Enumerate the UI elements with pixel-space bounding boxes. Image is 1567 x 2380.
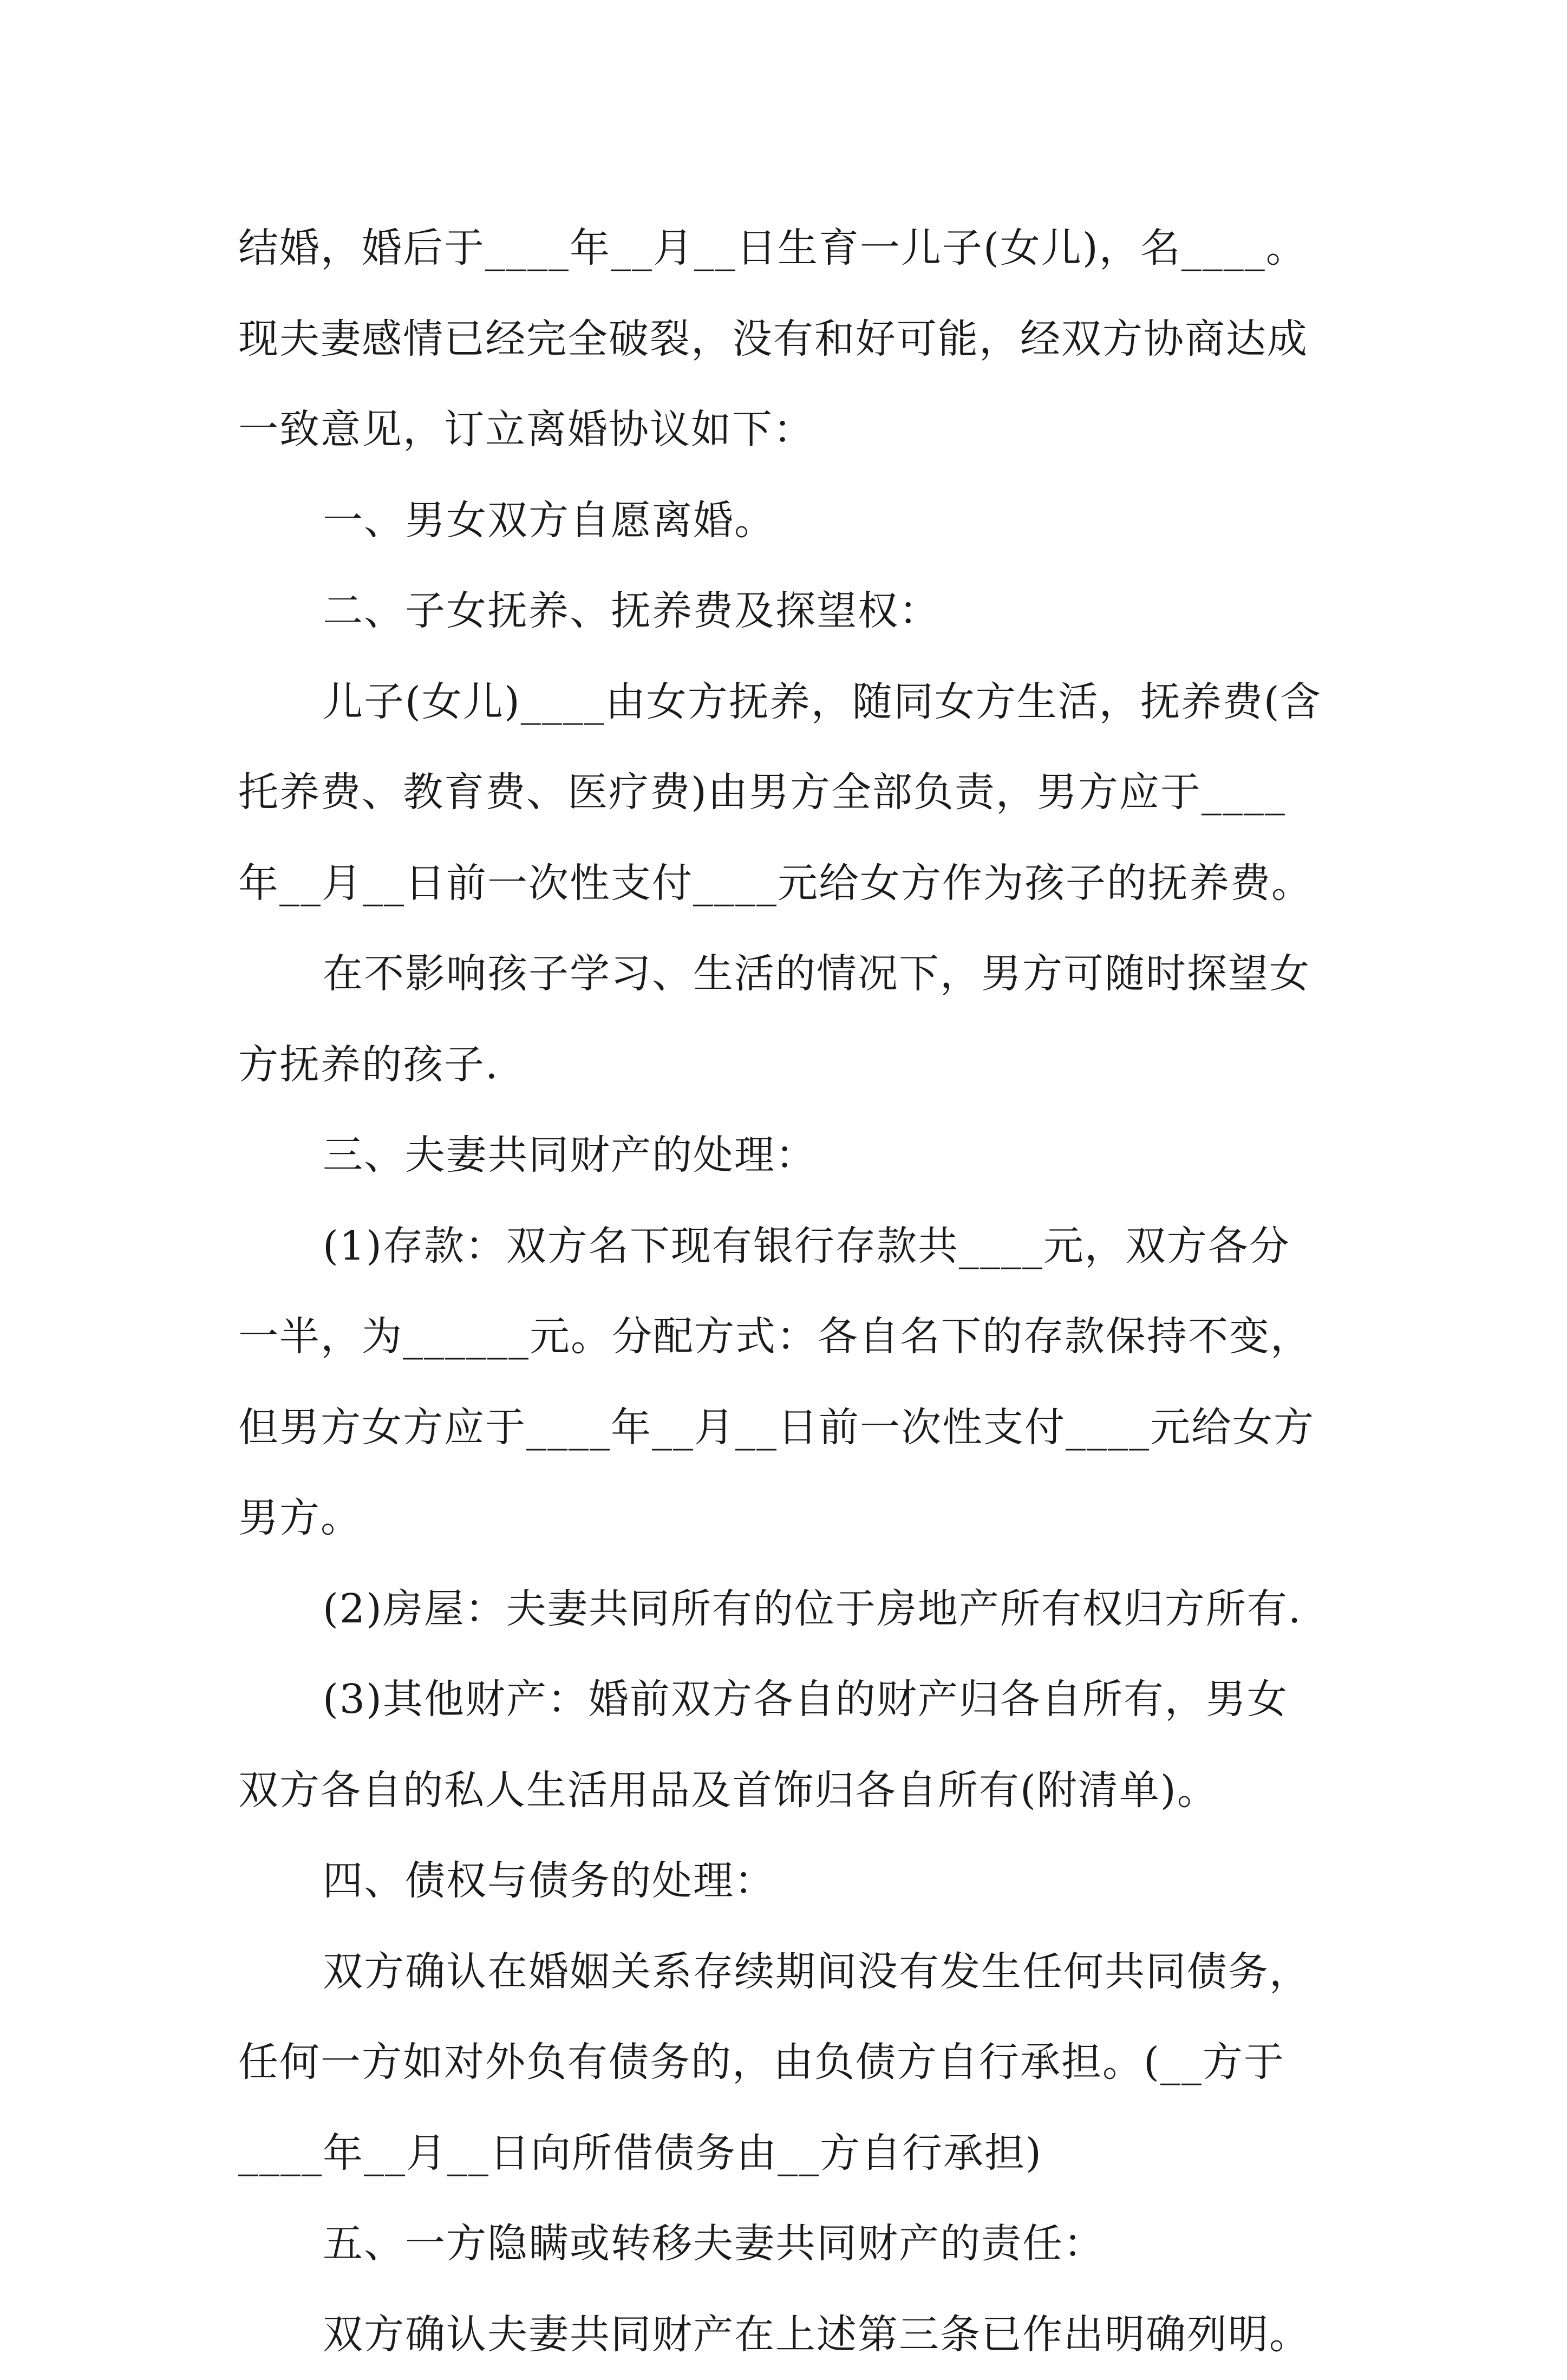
text-line: 双方确认在婚姻关系存续期间没有发生任何共同债务， [238, 1927, 1343, 2018]
text-line: 托养费、教育费、医疗费)由男方全部负责，男方应于____ [238, 747, 1343, 838]
section-heading: 一、男女双方自愿离婚。 [238, 475, 1343, 566]
text-line: 现夫妻感情已经完全破裂，没有和好可能，经双方协商达成 [238, 294, 1343, 385]
section-heading: 二、子女抚养、抚养费及探望权： [238, 566, 1343, 657]
text-line: 结婚，婚后于____年__月__日生育一儿子(女儿)，名____。 [238, 203, 1343, 294]
text-line: 儿子(女儿)____由女方抚养，随同女方生活，抚养费(含 [238, 657, 1343, 748]
section-heading: 四、债权与债务的处理： [238, 1836, 1343, 1927]
text-line: 方抚养的孩子. [238, 1020, 1343, 1111]
text-line: 年__月__日前一次性支付____元给女方作为孩子的抚养费。 [238, 838, 1343, 929]
section-heading: 三、夫妻共同财产的处理： [238, 1110, 1343, 1201]
text-line: (3)其他财产：婚前双方各自的财产归各自所有，男女 [238, 1654, 1343, 1745]
text-line: 但男方女方应于____年__月__日前一次性支付____元给女方 [238, 1383, 1343, 1473]
text-line: ____年__月__日向所借债务由__方自行承担) [238, 2108, 1343, 2199]
text-line: 在不影响孩子学习、生活的情况下，男方可随时探望女 [238, 929, 1343, 1020]
text-line: 双方各自的私人生活用品及首饰归各自所有(附清单)。 [238, 1745, 1343, 1836]
text-line: (1)存款：双方名下现有银行存款共____元，双方各分 [238, 1201, 1343, 1292]
text-line: 一半，为______元。分配方式：各自名下的存款保持不变， [238, 1292, 1343, 1383]
text-line: 一致意见，订立离婚协议如下： [238, 384, 1343, 475]
agreement-body [238, 203, 1343, 2380]
text-line: 双方确认夫妻共同财产在上述第三条已作出明确列明。 [238, 2290, 1343, 2380]
text-line: (2)房屋：夫妻共同所有的位于房地产所有权归方所有. [238, 1564, 1343, 1655]
text-line: 男方。 [238, 1473, 1343, 1564]
section-heading: 五、一方隐瞒或转移夫妻共同财产的责任： [238, 2199, 1343, 2290]
text-line: 任何一方如对外负有债务的，由负债方自行承担。(__方于 [238, 2017, 1343, 2108]
